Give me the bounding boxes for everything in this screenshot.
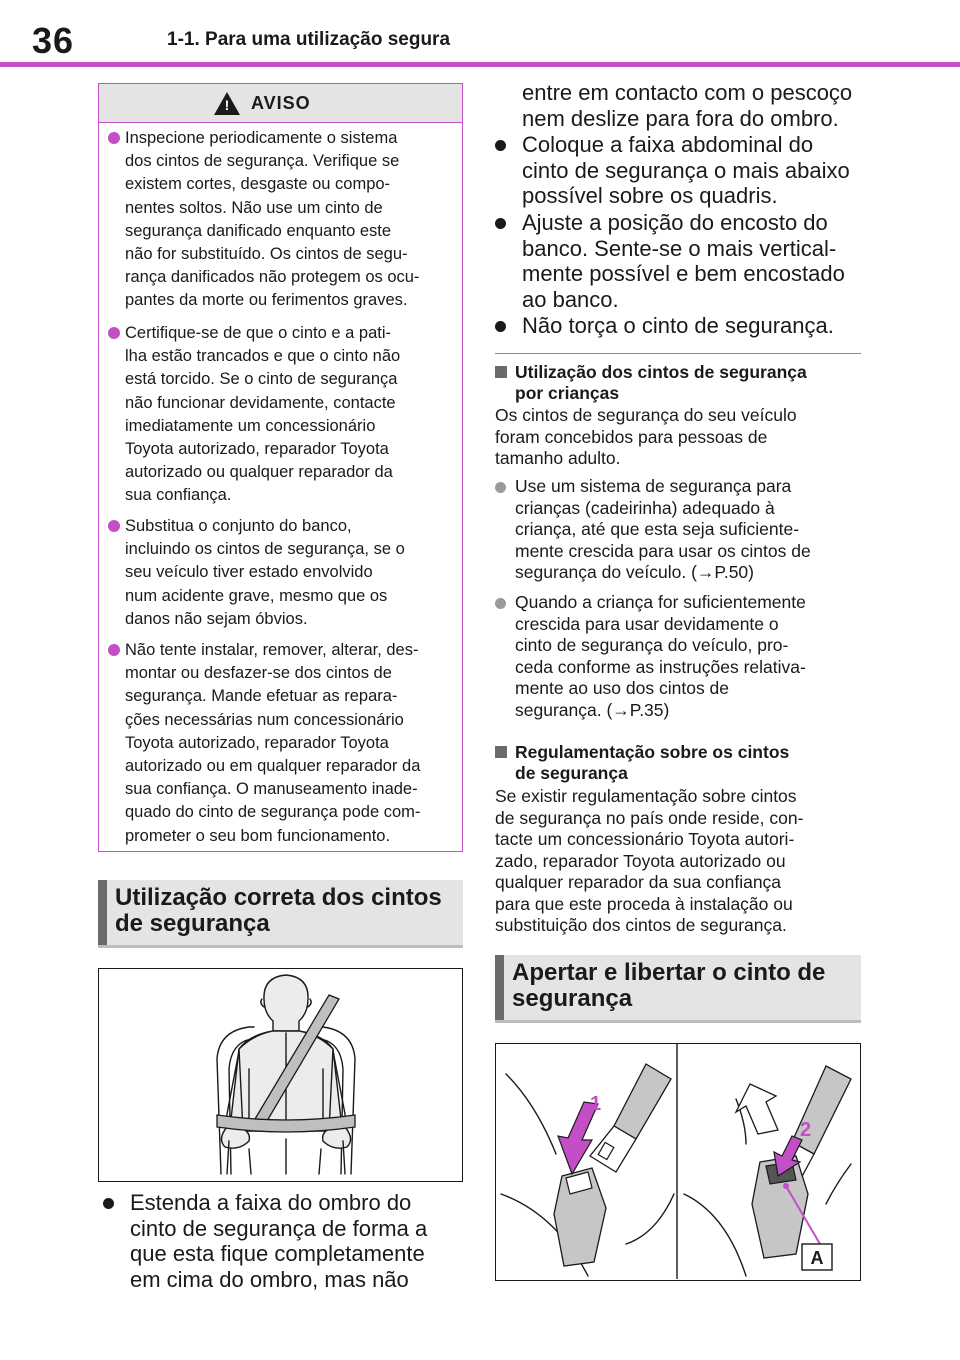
bullet-icon bbox=[103, 1198, 114, 1209]
regulation-paragraph: Se existir regulamentação sobre cintos de segurança no país onde reside, con- tacte um concessionário Toyota autori- zado, reparador Toyota autorizado ou qualquer reparador da sua confiança para que este proceda à instalação ou substituição dos cintos de segurança. bbox=[495, 786, 804, 935]
instruction-bullet: Ajuste a posição do encosto do banco. Sente-se o mais vertical- mente possível e bem encostado ao banco. bbox=[495, 210, 860, 312]
seatbelt-wearing-illustration bbox=[98, 968, 463, 1182]
section-heading-fasten-release: Apertar e libertar o cinto de segurança bbox=[495, 955, 861, 1023]
bullet-icon bbox=[495, 321, 506, 332]
step-1-label: 1 bbox=[590, 1093, 602, 1115]
header-rule bbox=[0, 62, 960, 67]
subsection-title-children: Utilização dos cintos de segurança por crianças bbox=[495, 362, 861, 404]
instruction-continuation: entre em contacto com o pescoço nem deslize para fora do ombro. bbox=[522, 80, 853, 131]
bullet-icon bbox=[108, 132, 120, 144]
bullet-icon bbox=[495, 140, 506, 151]
bullet-icon bbox=[495, 598, 506, 609]
warning-box bbox=[98, 83, 463, 852]
children-paragraph: Os cintos de segurança do seu veículo foram concebidos para pessoas de tamanho adulto. bbox=[495, 405, 797, 468]
bullet-icon bbox=[108, 520, 120, 532]
instruction-bullet: Coloque a faixa abdominal do cinto de segurança o mais abaixo possível sobre os quadris. bbox=[495, 132, 860, 209]
square-bullet-icon bbox=[495, 746, 507, 758]
bullet-icon bbox=[495, 218, 506, 229]
warning-item: Certifique-se de que o cinto e a pati- lha estão trancados e que o cinto não está torcido. Se o cinto de segurança não funcionar devidamente, contacte imediatamente um concessionário Toyota autorizado, reparador Toyota autorizado ou qualquer reparador da sua confiança. bbox=[108, 322, 453, 508]
seated-person-illustration bbox=[99, 969, 461, 1180]
buckle-fasten-release-drawing bbox=[496, 1044, 859, 1279]
divider bbox=[495, 353, 861, 354]
bullet-icon bbox=[108, 644, 120, 656]
bullet-icon bbox=[495, 482, 506, 493]
instruction-bullet: Estenda a faixa do ombro do cinto de segurança de forma a que esta fique completamente em cima do ombro, mas não bbox=[103, 1190, 463, 1292]
chapter-title: 1-1. Para uma utilização segura bbox=[167, 29, 451, 50]
buckle-illustration bbox=[495, 1043, 861, 1281]
page-number: 36 bbox=[32, 20, 75, 61]
warning-item: Não tente instalar, remover, alterar, des- montar ou desfazer-se dos cintos de segurança. Mande efetuar as repara- ções necessárias num concessionário Toyota autorizado, reparador Toyota autorizado ou em qualquer reparador da sua confiança. O manuseamento inade- quado do cinto de segurança pode com- prometer o seu bom funcionamento. bbox=[108, 639, 453, 848]
warning-item: Substitua o conjunto do banco, incluindo os cintos de segurança, se o seu veículo tiver estado envolvido num acidente grave, mesmo que os danos não sejam óbvios. bbox=[108, 515, 453, 631]
square-bullet-icon bbox=[495, 366, 507, 378]
subsection-title-regulation: Regulamentação sobre os cintos de segurança bbox=[495, 742, 861, 784]
warning-item: Inspecione periodicamente o sistema dos cintos de segurança. Verifique se existem cortes, desgaste ou compo- nentes soltos. Não use um cinto de segurança danificado enquanto este não for substituído. Os cintos de segu- rança danificados não protegem os ocu- pantes da morte ou ferimentos graves. bbox=[108, 127, 453, 313]
step-2-label: 2 bbox=[800, 1119, 812, 1141]
bullet-icon bbox=[108, 327, 120, 339]
children-item: Quando a criança for suficientemente crescida para usar devidamente o cinto de segurança do veículo, pro- ceda conforme as instruções relativa- mente ao uso dos cintos de segurança. (→P.35) bbox=[495, 592, 861, 721]
callout-a-label: A bbox=[810, 1248, 824, 1268]
warning-title: AVISO bbox=[251, 93, 311, 113]
section-heading-correct-use: Utilização correta dos cintos de segurança bbox=[98, 880, 463, 948]
warning-header: ! AVISO bbox=[99, 84, 462, 123]
instruction-bullet: Não torça o cinto de segurança. bbox=[495, 313, 860, 339]
children-item: Use um sistema de segurança para crianças (cadeirinha) adequado à criança, até que esta seja suficiente- mente crescida para usar os cintos de segurança do veículo. (→P.50) bbox=[495, 476, 861, 584]
